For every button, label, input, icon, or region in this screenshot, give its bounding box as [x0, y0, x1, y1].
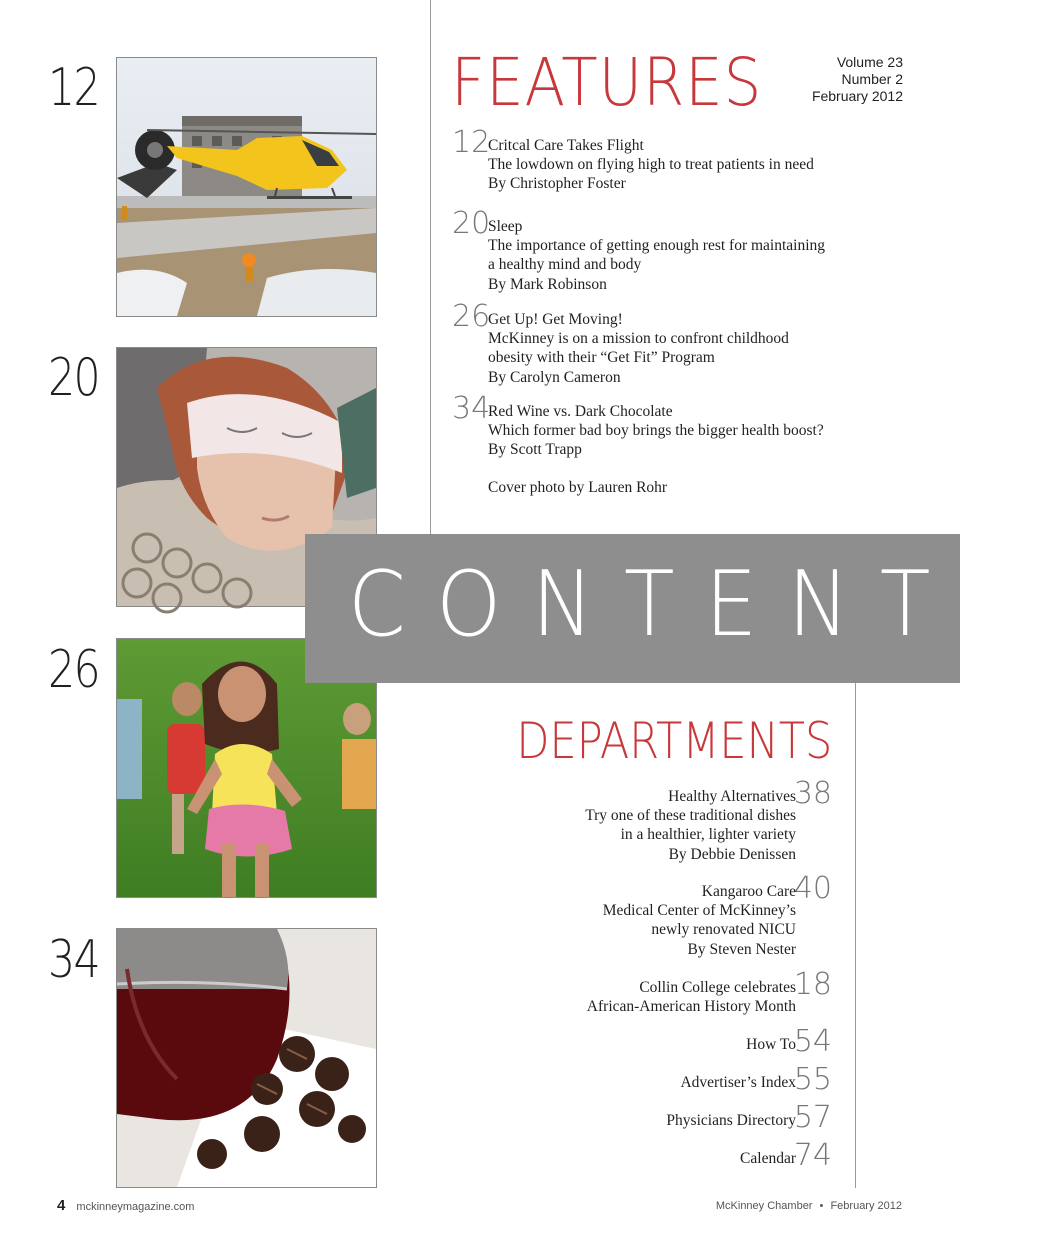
- helicopter-image: [117, 58, 376, 316]
- helicopter-photo[interactable]: [116, 57, 377, 317]
- feature-item[interactable]: [452, 391, 872, 460]
- department-item[interactable]: [432, 1138, 832, 1173]
- department-title: How To: [746, 1036, 796, 1053]
- feature-page-number: 34: [452, 391, 491, 426]
- department-description: African-American History Month: [586, 998, 796, 1016]
- feature-description: The importance of getting enough rest for maintaining: [488, 237, 826, 255]
- feature-item[interactable]: [452, 125, 872, 194]
- footer-right: [716, 1200, 902, 1212]
- feature-page-number: 20: [452, 206, 491, 241]
- issue-date: February 2012: [811, 88, 903, 104]
- department-item[interactable]: [432, 1062, 832, 1097]
- feature-description: obesity with their “Get Fit” Program: [488, 349, 715, 367]
- department-title: Kangaroo Care: [701, 883, 796, 900]
- departments-heading: DEPARTMENTS: [516, 712, 832, 770]
- department-title: Healthy Alternatives: [668, 788, 796, 805]
- department-byline: By Steven Nester: [687, 940, 796, 958]
- department-page-number: 18: [793, 967, 832, 1002]
- issue-volume: Volume 23: [836, 54, 903, 70]
- photo-number-12: 12: [48, 58, 99, 118]
- footer-website[interactable]: mckinneymagazine.com: [76, 1201, 195, 1213]
- cover-photo-credit: Cover photo by Lauren Rohr: [488, 479, 668, 496]
- department-page-number: 38: [793, 776, 832, 811]
- contents-heading: CONTENTS: [348, 552, 1044, 657]
- wine-chocolate-photo[interactable]: [116, 928, 377, 1188]
- department-item[interactable]: [432, 967, 832, 1016]
- features-divider: [430, 0, 431, 534]
- features-heading: FEATURES: [451, 44, 763, 121]
- feature-title: Red Wine vs. Dark Chocolate: [488, 403, 673, 420]
- feature-page-number: 26: [452, 299, 491, 334]
- footer-left: [57, 1197, 194, 1214]
- footer-page-number: 4: [57, 1197, 66, 1214]
- feature-description: a healthy mind and body: [488, 256, 642, 274]
- feature-byline: By Mark Robinson: [488, 275, 607, 293]
- department-item[interactable]: [432, 871, 832, 959]
- issue-info: [812, 54, 903, 105]
- feature-item[interactable]: [452, 206, 872, 294]
- department-item[interactable]: [432, 1024, 832, 1059]
- feature-byline: By Scott Trapp: [488, 441, 582, 459]
- feature-page-number: 12: [452, 125, 491, 160]
- feature-title: Sleep: [488, 218, 523, 235]
- footer-separator: •: [819, 1200, 824, 1212]
- photo-number-34: 34: [48, 930, 99, 990]
- department-page-number: 74: [793, 1138, 832, 1173]
- issue-number: Number 2: [841, 71, 903, 87]
- department-page-number: 55: [793, 1062, 832, 1097]
- feature-description: Which former bad boy brings the bigger health boost?: [488, 422, 824, 440]
- department-title: Calendar: [740, 1150, 796, 1167]
- feature-item[interactable]: [452, 299, 872, 387]
- department-description: newly renovated NICU: [651, 921, 796, 939]
- photo-number-26: 26: [48, 640, 99, 700]
- department-title: Physicians Directory: [666, 1112, 796, 1129]
- footer-publisher: McKinney Chamber: [715, 1200, 813, 1212]
- department-item[interactable]: [432, 776, 832, 864]
- feature-title: Critcal Care Takes Flight: [488, 137, 644, 154]
- department-description: Try one of these traditional dishes: [585, 807, 796, 825]
- department-description: Medical Center of McKinney’s: [602, 902, 796, 920]
- department-title: Collin College celebrates: [639, 979, 796, 996]
- department-item[interactable]: [432, 1100, 832, 1135]
- feature-byline: By Carolyn Cameron: [488, 368, 621, 386]
- department-page-number: 40: [793, 871, 832, 906]
- footer-date: February 2012: [830, 1200, 902, 1212]
- feature-title: Get Up! Get Moving!: [488, 311, 623, 328]
- feature-byline: By Christopher Foster: [488, 175, 626, 193]
- department-title: Advertiser’s Index: [680, 1074, 796, 1091]
- department-page-number: 54: [793, 1024, 832, 1059]
- feature-description: McKinney is on a mission to confront childhood: [488, 330, 789, 348]
- departments-divider: [855, 683, 856, 1188]
- wine-chocolate-image: [117, 929, 376, 1187]
- feature-description: The lowdown on flying high to treat patients in need: [488, 156, 814, 174]
- department-page-number: 57: [793, 1100, 832, 1135]
- photo-number-20: 20: [48, 348, 99, 408]
- department-byline: By Debbie Denissen: [668, 845, 796, 863]
- department-description: in a healthier, lighter variety: [620, 826, 796, 844]
